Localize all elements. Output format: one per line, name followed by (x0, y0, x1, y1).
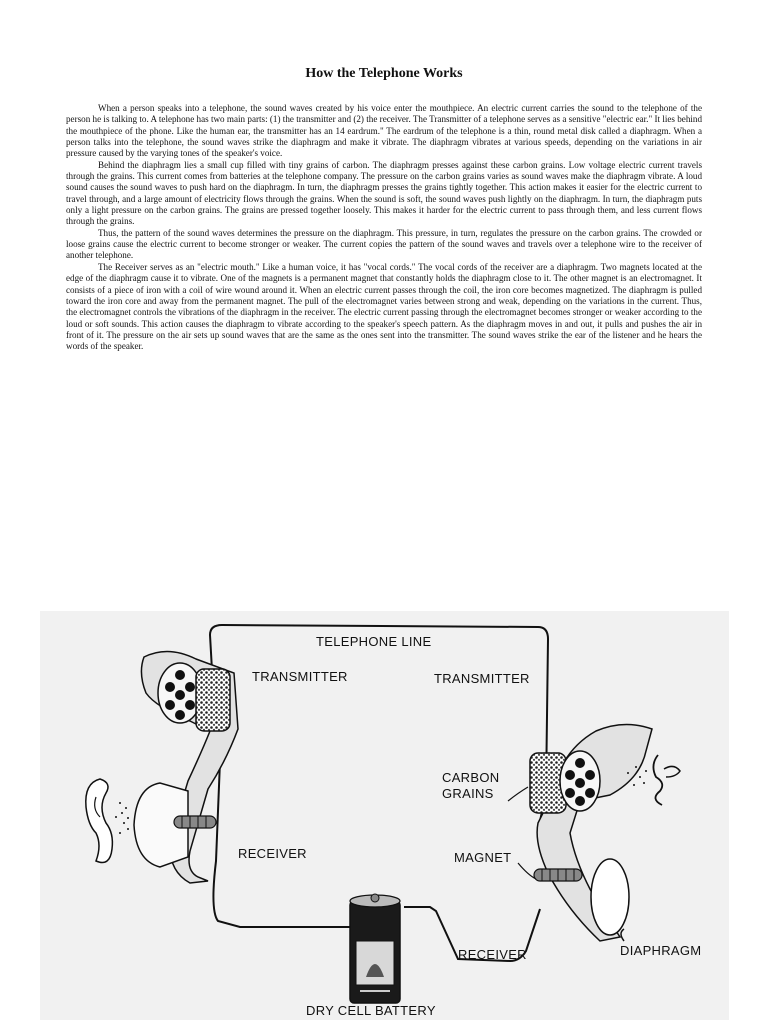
paragraph: Thus, the pattern of the sound waves determines the pressure on the diaphragm. This pressure, in turn, regulates the pressure on the carbon grains. The crowded or loose grains cause the electric current to become stronger or weaker. The current copies the pattern of the sound waves and travels over a telephone wire to the receiver of another telephone. (66, 227, 702, 261)
telephone-diagram (40, 611, 729, 1020)
label-receiver-left: RECEIVER (238, 846, 307, 861)
carbon-pointer (508, 787, 528, 801)
ear-icon (86, 779, 129, 863)
paragraph: When a person speaks into a telephone, the sound waves created by his voice enter the mouthpiece. An electric current carries the sound to the telephone of the person he is talking to. A telephone has two main parts: (1) the transmitter and (2) the receiver. The Transmitter of a telephone serves as a sensitive "electric ear." It lies behind the mouthpiece of the phone. Like the human ear, the transmitter has an 14 eardrum." The eardrum of the telephone is a thin, round metal disk called a diaphragm. When a person talks into the telephone, the sound waves strike the diaphragm and make it vibrate. The diaphragm vibrates at various speeds, depending on the variations in air pressure caused by the varying tones of the speaker's voice. (66, 103, 702, 159)
label-magnet: MAGNET (454, 850, 512, 865)
right-handset (530, 724, 652, 941)
left-handset (134, 651, 238, 883)
label-grains: GRAINS (442, 786, 494, 801)
diaphragm-pointer (621, 929, 624, 941)
label-telephone-line: TELEPHONE LINE (316, 634, 432, 649)
label-carbon: CARBON (442, 770, 500, 785)
paragraph: The Receiver serves as an "electric mouth." Like a human voice, it has "vocal cords." The vocal cords of the receiver are a diaphragm. Two magnets located at the edge of the diaphragm cause it to vibrate. One of the magnets is a permanent magnet that constantly holds the diaphragm close to it. The other magnet is an electromagnet. It consists of a piece of iron with a coil of wire wound around it. When an electric current passes through the coil, the iron core becomes magnetized. The diaphragm is pulled toward the iron core and away from the permanent magnet. The pull of the electromagnet varies between strong and weak, depending on the variations in the current. Thus, the electromagnet controls the vibrations of the diaphragm in the receiver. The electric current passing through the electromagnet becomes stronger or weaker according to the loud or soft sounds. This action causes the diaphragm to vibrate according to the speaker's speech pattern. As the diaphragm moves in and out, it pulls and pushes the air in front of it. The pressure on the air sets up sound waves that are the same as the ones sent into the transmitter. The sound waves strike the ear of the listener and he hears the words of the speaker. (66, 261, 702, 352)
label-transmitter-left: TRANSMITTER (252, 669, 348, 684)
paragraph: Behind the diaphragm lies a small cup filled with tiny grains of carbon. The diaphragm presses against these carbon grains. Low voltage electric current travels through the grains. This current comes from batteries at the telephone company. The pressure on the carbon grains varies as sound waves make the diaphragm vibrate. A loud sound causes the sound waves to push hard on the diaphragm. In turn, the diaphragm presses the grains tightly together. This action makes it easier for the electric current to travel through, and a large amount of electricity flows through the grains. When the sound is soft, the sound waves push lightly on the diaphragm. In turn, the diaphragm puts only a light pressure on the carbon grains. The grains are pressed together loosely. This makes it harder for the electric current to pass through them, and less current flows through the grains. (66, 159, 702, 227)
label-receiver-right: RECEIVER (458, 947, 527, 962)
diaphragm-disc (591, 859, 629, 935)
label-battery: DRY CELL BATTERY (306, 1003, 436, 1018)
battery-icon (350, 894, 400, 1003)
magnet-pointer (518, 863, 536, 879)
label-diaphragm: DIAPHRAGM (620, 943, 702, 958)
battery-wire (213, 731, 366, 927)
telephone-line-wire (210, 625, 548, 793)
label-transmitter-right: TRANSMITTER (434, 671, 530, 686)
page-title: How the Telephone Works (305, 66, 463, 81)
article-body (66, 103, 702, 353)
